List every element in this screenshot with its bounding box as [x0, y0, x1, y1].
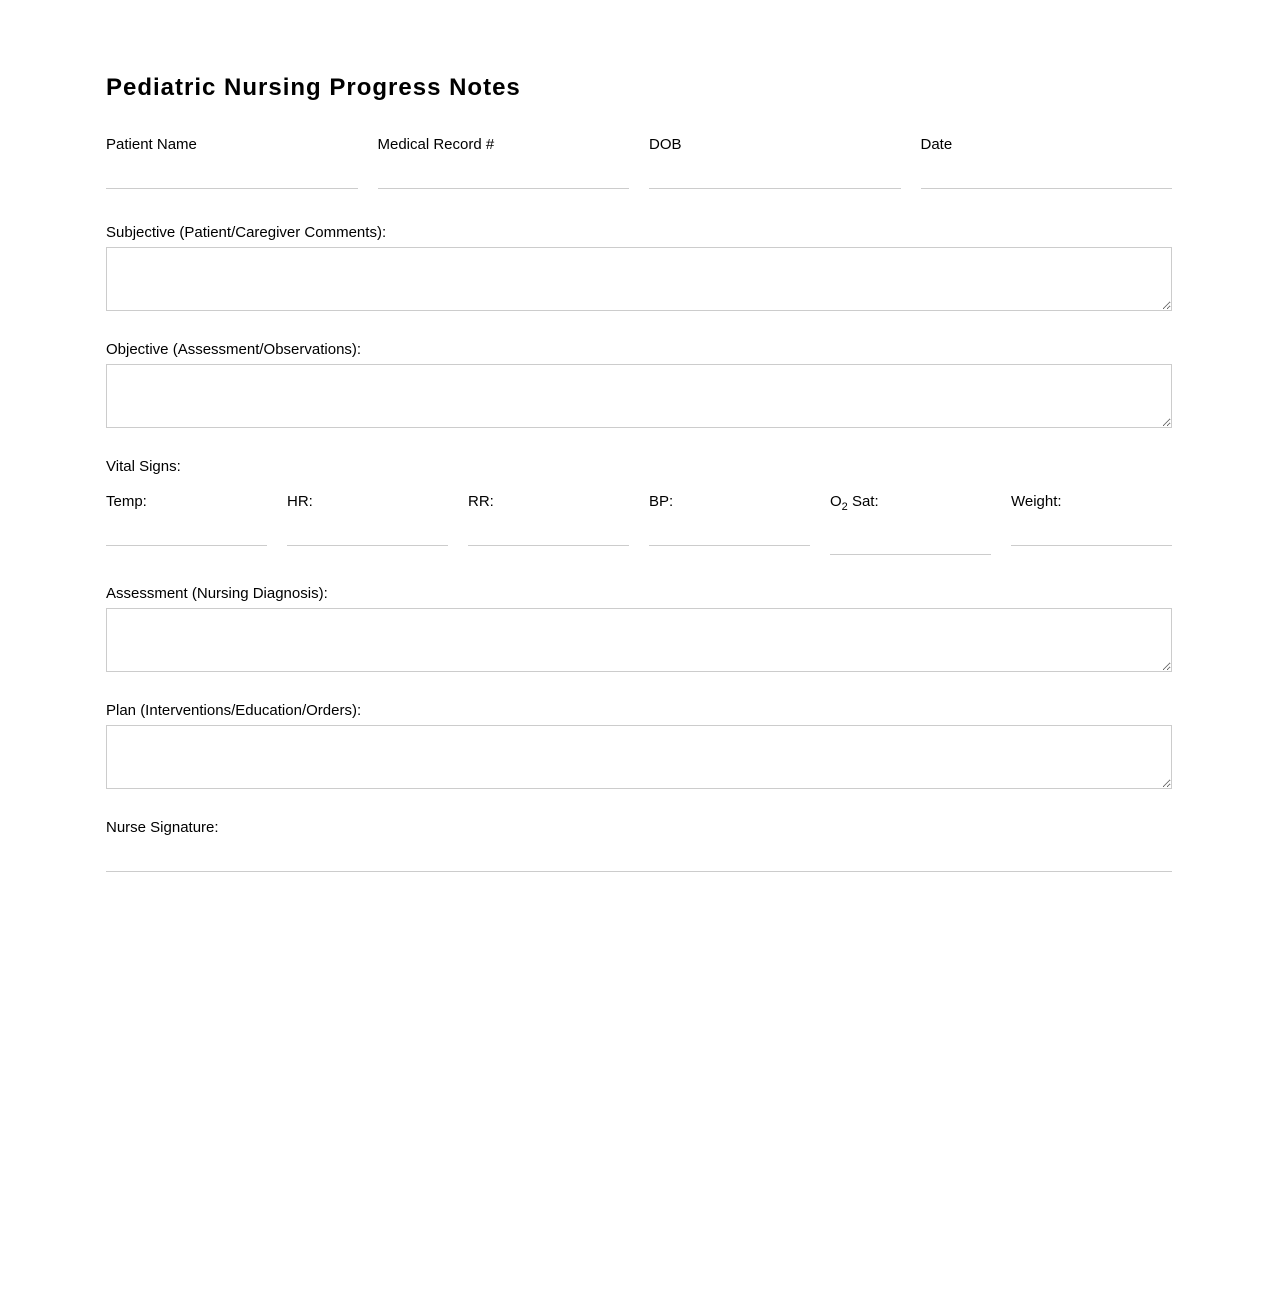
- objective-section: [106, 341, 1172, 428]
- date-field: [921, 136, 1173, 189]
- assessment-textarea[interactable]: [106, 608, 1172, 672]
- patient-name-label: Patient Name: [106, 136, 197, 153]
- temp-label: Temp:: [106, 493, 147, 510]
- o2-sat-label-prefix: O: [830, 493, 842, 510]
- date-input[interactable]: [921, 163, 1173, 189]
- hr-input[interactable]: [287, 520, 448, 546]
- rr-input[interactable]: [468, 520, 629, 546]
- plan-textarea[interactable]: [106, 725, 1172, 789]
- medical-record-field: [378, 136, 630, 189]
- bp-input[interactable]: [649, 520, 810, 546]
- vital-signs-heading: Vital Signs:: [106, 458, 181, 475]
- weight-field: [1011, 493, 1172, 555]
- hr-label: HR:: [287, 493, 313, 510]
- o2-sat-label-suffix: Sat:: [847, 493, 879, 510]
- assessment-label: Assessment (Nursing Diagnosis):: [106, 585, 328, 602]
- assessment-section: [106, 585, 1172, 672]
- nurse-signature-label: Nurse Signature:: [106, 819, 219, 836]
- medical-record-label: Medical Record #: [377, 136, 495, 153]
- bp-field: [649, 493, 810, 555]
- objective-textarea[interactable]: [106, 364, 1172, 428]
- patient-name-input[interactable]: [106, 163, 358, 189]
- o2-sat-field: [830, 493, 991, 555]
- rr-field: [468, 493, 629, 555]
- dob-field: [649, 136, 901, 189]
- temp-input[interactable]: [106, 520, 267, 546]
- nurse-signature-input[interactable]: [106, 846, 1172, 872]
- o2-sat-input[interactable]: [830, 529, 991, 555]
- nurse-signature-section: [106, 819, 1172, 872]
- patient-info-row: [106, 136, 1172, 189]
- temp-field: [106, 493, 267, 555]
- weight-input[interactable]: [1011, 520, 1172, 546]
- plan-label: Plan (Interventions/Education/Orders):: [106, 702, 362, 719]
- subjective-section: [106, 224, 1172, 311]
- o2-sat-label-subscript: 2: [841, 501, 848, 513]
- hr-field: [287, 493, 448, 555]
- subjective-label: Subjective (Patient/Caregiver Comments):: [106, 224, 387, 241]
- plan-section: [106, 702, 1172, 789]
- vital-signs-row: [106, 493, 1172, 555]
- bp-label: BP:: [649, 493, 674, 510]
- subjective-textarea[interactable]: [106, 247, 1172, 311]
- patient-name-field: [106, 136, 358, 189]
- objective-label: Objective (Assessment/Observations):: [106, 341, 362, 358]
- o2-sat-label: [830, 493, 991, 516]
- date-label: Date: [920, 136, 953, 153]
- weight-label: Weight:: [1011, 493, 1062, 510]
- page-title: Pediatric Nursing Progress Notes: [106, 74, 521, 101]
- medical-record-input[interactable]: [378, 163, 630, 189]
- dob-input[interactable]: [649, 163, 901, 189]
- rr-label: RR:: [468, 493, 494, 510]
- dob-label: DOB: [649, 136, 682, 153]
